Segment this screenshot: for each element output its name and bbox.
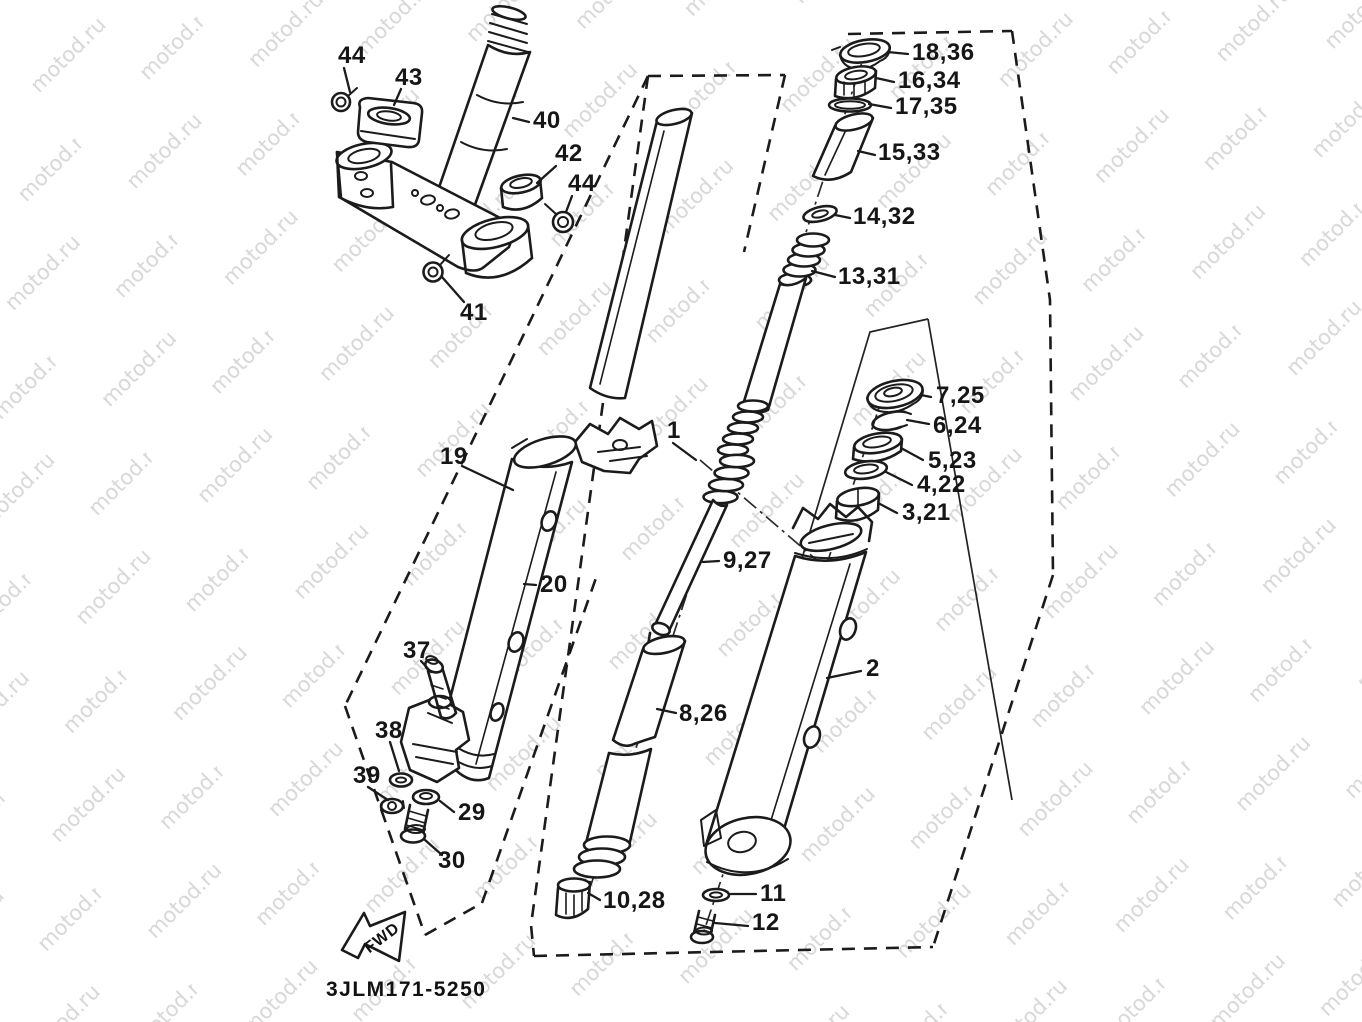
part-callout-1: 1 [667,417,681,444]
part-callout-30: 30 [438,847,466,874]
part-callout-10-28: 10,28 [603,887,666,914]
fwd-label: FWD [361,919,404,957]
part-callout-17-35: 17,35 [895,93,958,120]
washer-38-drawing [390,774,412,787]
callout-leader-9-27 [703,561,719,562]
part-callout-13-31: 13,31 [838,263,901,290]
part-callout-11: 11 [760,880,787,907]
part-callout-19: 19 [440,443,468,470]
part-callout-38: 38 [375,717,403,744]
nut-39-drawing [381,799,404,813]
part-callout-2: 2 [866,655,880,682]
washer-29-drawing [413,790,439,804]
part-callout-39: 39 [353,762,381,789]
part-callout-5-23: 5,23 [928,447,977,474]
part-callout-9-27: 9,27 [723,547,772,574]
handle-holder-drawing [358,98,422,147]
part-callout-4-22: 4,22 [917,471,966,498]
part-callout-43: 43 [395,64,423,91]
part-callout-40: 40 [533,107,561,134]
part-callout-3-21: 3,21 [902,499,951,526]
axle-clamp-drawing [401,696,469,782]
washer-11-drawing [703,889,729,901]
part-callout-44: 44 [338,42,366,69]
part-callout-7-25: 7,25 [936,382,985,409]
o-ring-drawing [829,99,871,112]
part-callout-14-32: 14,32 [853,203,916,230]
oil-lock-piece-drawing [556,879,590,918]
part-callout-12: 12 [752,909,780,936]
part-callout-37: 37 [403,637,431,664]
part-callout-6-24: 6,24 [933,412,982,439]
part-callout-18-36: 18,36 [912,39,975,66]
diagram-code: 3JLM171-5250 [326,978,487,1001]
part-callout-15-33: 15,33 [878,139,941,166]
callout-leader-20 [524,584,536,585]
part-callout-44: 44 [568,170,596,197]
part-callout-42: 42 [555,140,583,167]
part-callout-8-26: 8,26 [679,700,728,727]
part-callout-29: 29 [458,799,486,826]
part-callout-41: 41 [460,299,488,326]
part-callout-20: 20 [540,571,568,598]
part-callout-16-34: 16,34 [898,67,961,94]
